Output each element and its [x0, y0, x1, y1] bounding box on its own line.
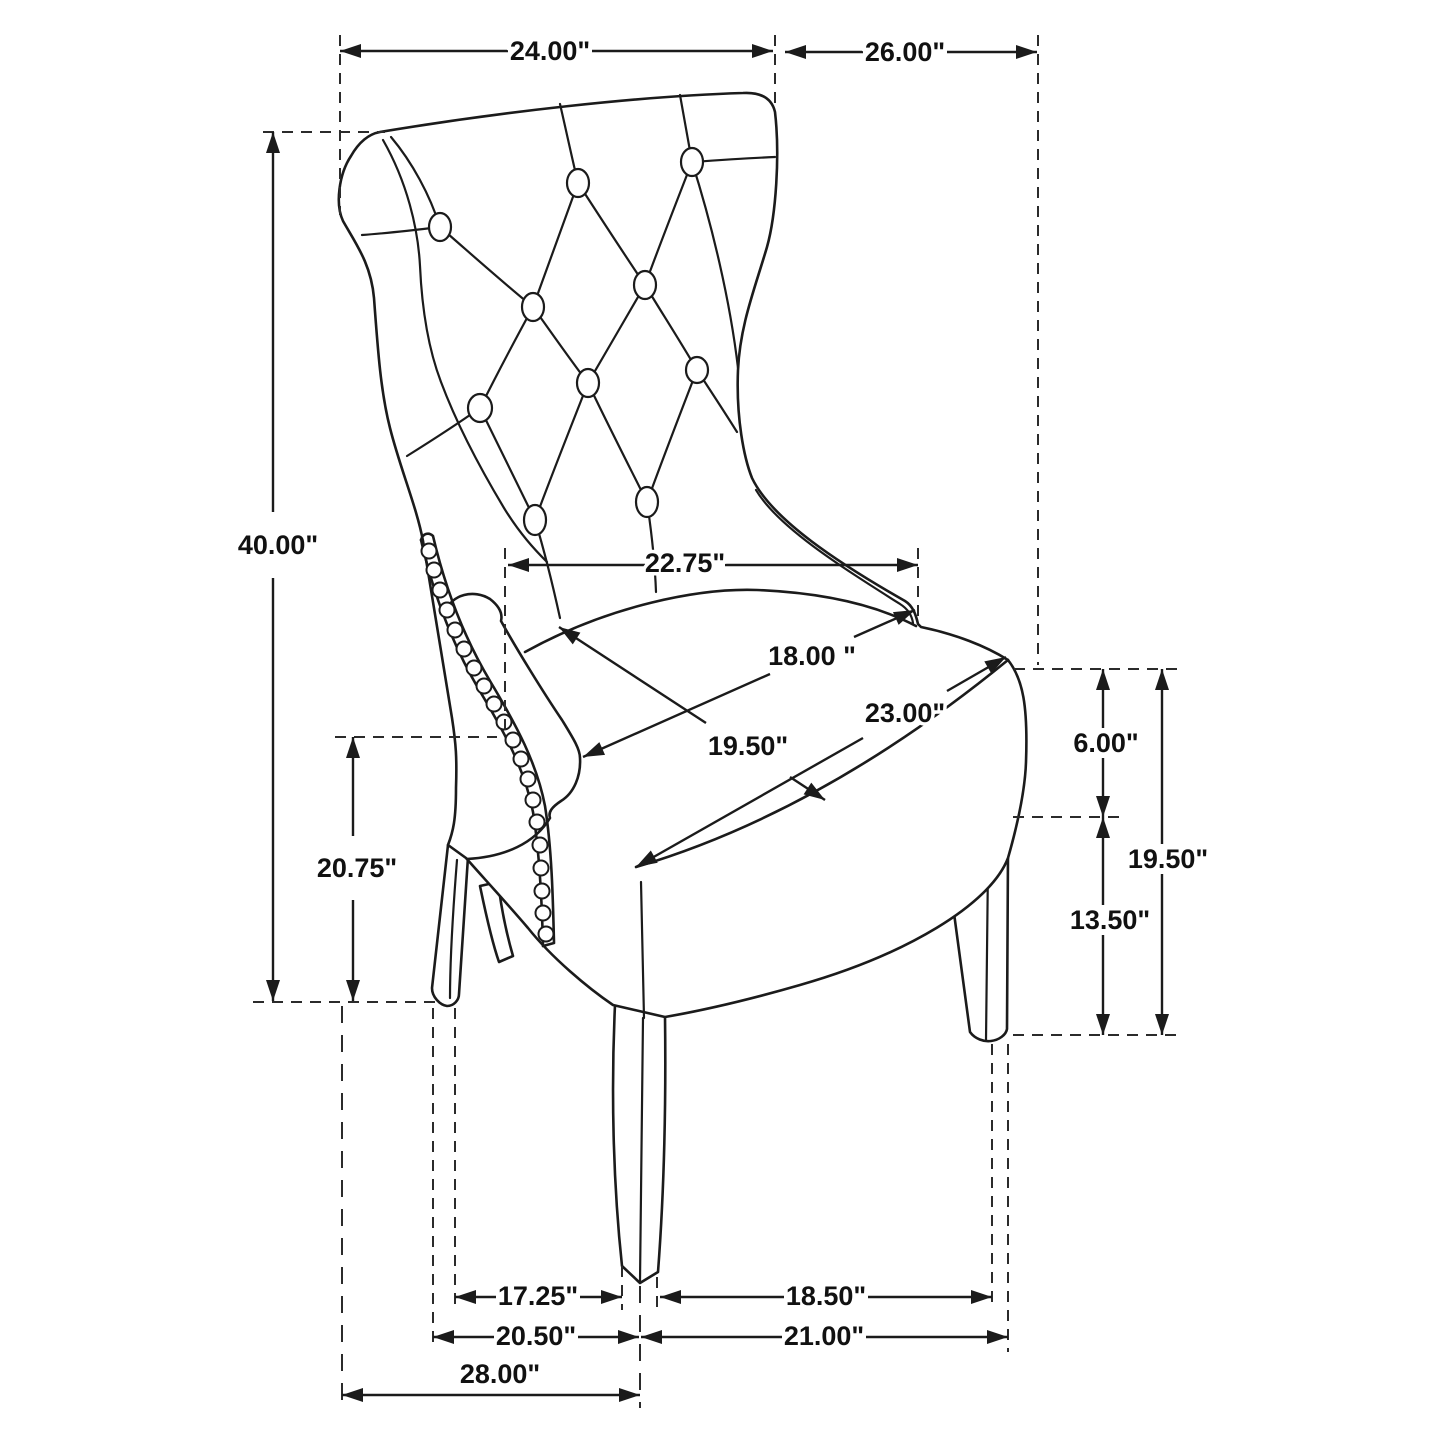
dim-label-back-width: 24.00" — [509, 36, 591, 66]
dim-label-back-to-arm-front: 22.75" — [644, 548, 726, 578]
dim-label-back-half-base: 21.00" — [783, 1321, 865, 1351]
dim-label-leg-height: 13.50" — [1069, 905, 1151, 935]
dim-label-cushion-thickness: 6.00" — [1073, 728, 1139, 758]
dim-label-front-to-center-leg: 17.25" — [497, 1281, 579, 1311]
dim-label-seat-front-edge: 23.00" — [864, 698, 946, 728]
dim-label-top-depth: 26.00" — [864, 37, 946, 67]
dim-label-seat-depth: 18.00 " — [768, 641, 856, 671]
dim-label-seat-height: 19.50" — [1127, 844, 1209, 874]
dim-label-arm-height: 20.75" — [316, 853, 398, 883]
dim-label-overall-height: 40.00" — [237, 530, 319, 560]
chair-artwork — [339, 93, 1027, 1283]
center-front-leg — [613, 1005, 665, 1283]
dim-label-overall-base-depth: 28.00" — [459, 1359, 541, 1389]
dim-label-front-half-base: 20.50" — [495, 1321, 577, 1351]
dim-label-seat-width: 19.50" — [707, 731, 789, 761]
dim-label-center-to-back-leg: 18.50" — [785, 1281, 867, 1311]
